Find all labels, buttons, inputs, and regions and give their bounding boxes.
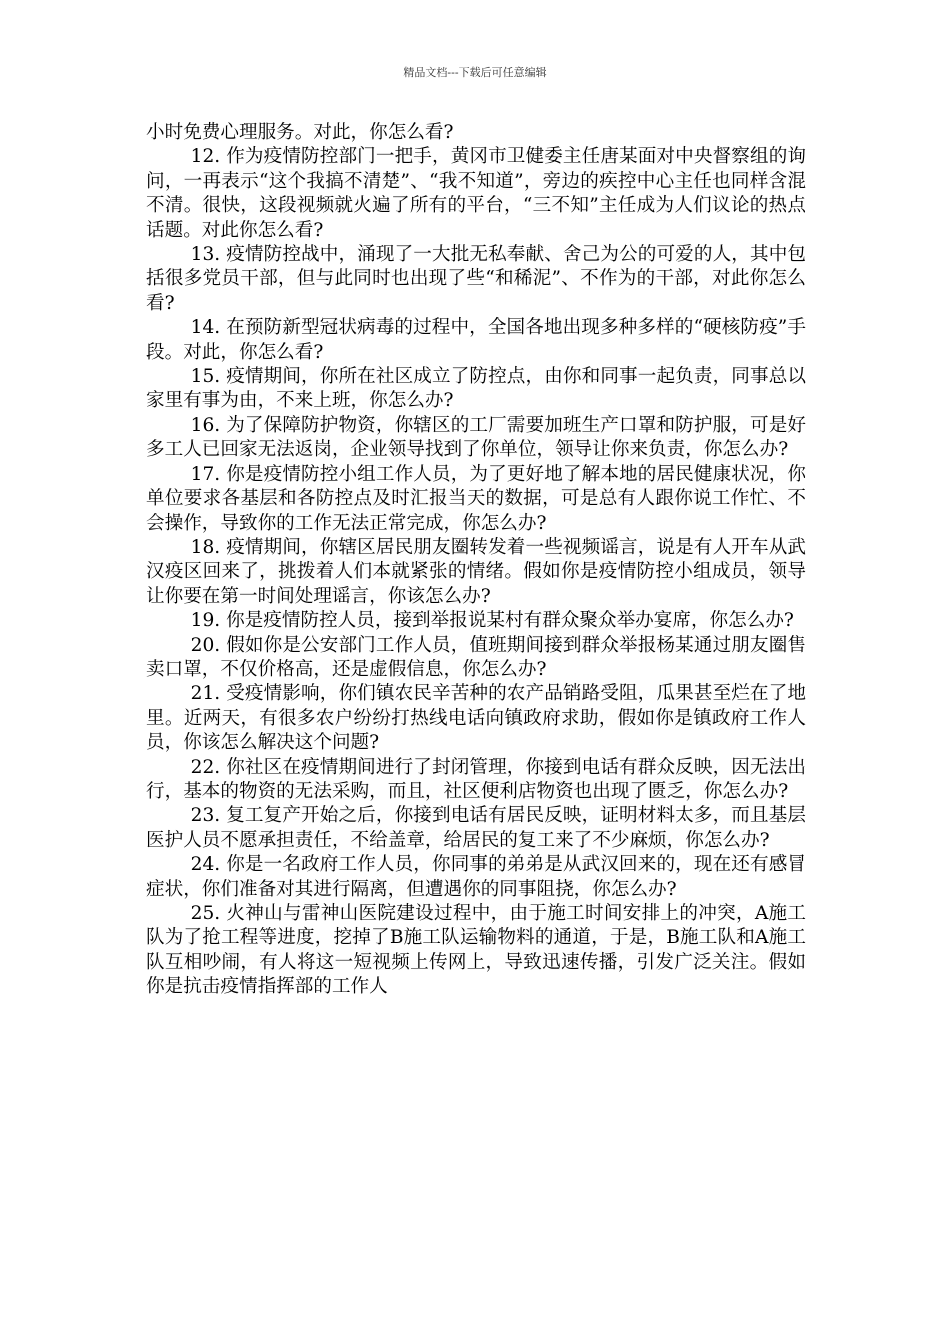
question-16: 16. 为了保障防护物资，你辖区的工厂需要加班生产口罩和防护服，可是好多工人已回家无法返岗，企业领导找到了你单位，领导让你来负责，你怎么办? — [146, 414, 806, 461]
question-25: 25. 火神山与雷神山医院建设过程中，由于施工时间安排上的冲突，A施工队为了抢工程等进度，挖掉了B施工队运输物料的通道，于是，B施工队和A施工队互相吵闹，有人将这一短视频上传网上，导致迅速传播，引发广泛关注。假如你是抗击疫情指挥部的工作人 — [146, 903, 806, 998]
question-17: 17. 你是疫情防控小组工作人员，为了更好地了解本地的居民健康状况，你单位要求各基层和各防控点及时汇报当天的数据，可是总有人跟你说工作忙、不会操作，导致你的工作无法正常完成，你怎么办? — [146, 463, 806, 534]
question-22: 22. 你社区在疫情期间进行了封闭管理，你接到电话有群众反映，因无法出行，基本的物资的无法采购，而且，社区便利店物资也出现了匮乏，你怎么办? — [146, 756, 806, 802]
question-12: 12. 作为疫情防控部门一把手，黄冈市卫健委主任唐某面对中央督察组的询问，一再表示“这个我搞不清楚”、“我不知道”，旁边的疾控中心主任也同样含混不清。很快，这段视频就火遍了所有的平台，“三不知”主任成为人们议论的热点话题。对此你怎么看? — [146, 146, 806, 241]
document-body — [146, 121, 806, 1000]
question-15: 15. 疫情期间，你所在社区成立了防控点，由你和同事一起负责，同事总以家里有事为由，不来上班，你怎么办? — [146, 366, 806, 412]
paragraph-continuation: 小时免费心理服务。对此，你怎么看? — [146, 122, 454, 143]
question-14: 14. 在预防新型冠状病毒的过程中，全国各地出现多种多样的“硬核防疫”手段。对此，你怎么看? — [146, 317, 806, 363]
question-21: 21. 受疫情影响，你们镇农民辛苦种的农产品销路受阻，瓜果甚至烂在了地里。近两天，有很多农户纷纷打热线电话向镇政府求助，假如你是镇政府工作人员，你该怎么解决这个问题? — [146, 683, 806, 754]
question-13: 13. 疫情防控战中，涌现了一大批无私奉献、舍己为公的可爱的人，其中包括很多党员干部，但与此同时也出现了些“和稀泥”、不作为的干部，对此你怎么看? — [146, 244, 806, 314]
question-23: 23. 复工复产开始之后，你接到电话有居民反映，证明材料太多，而且基层医护人员不愿承担责任，不给盖章，给居民的复工来了不少麻烦，你怎么办? — [146, 805, 806, 851]
question-24: 24. 你是一名政府工作人员，你同事的弟弟是从武汉回来的，现在还有感冒症状，你们准备对其进行隔离，但遭遇你的同事阻挠，你怎么办? — [146, 854, 806, 900]
question-20: 20. 假如你是公安部门工作人员，值班期间接到群众举报杨某通过朋友圈售卖口罩，不仅价格高，还是虚假信息，你怎么办? — [146, 634, 806, 680]
question-18: 18. 疫情期间，你辖区居民朋友圈转发着一些视频谣言，说是有人开车从武汉疫区回来了，挑拨着人们本就紧张的情绪。假如你是疫情防控小组成员，领导让你要在第一时间处理谣言，你该怎么办? — [146, 536, 806, 607]
question-19: 19. 你是疫情防控人员，接到举报说某村有群众聚众举办宴席，你怎么办? — [190, 610, 794, 632]
page-header: 精品文档---下载后可任意编辑 — [403, 66, 547, 79]
